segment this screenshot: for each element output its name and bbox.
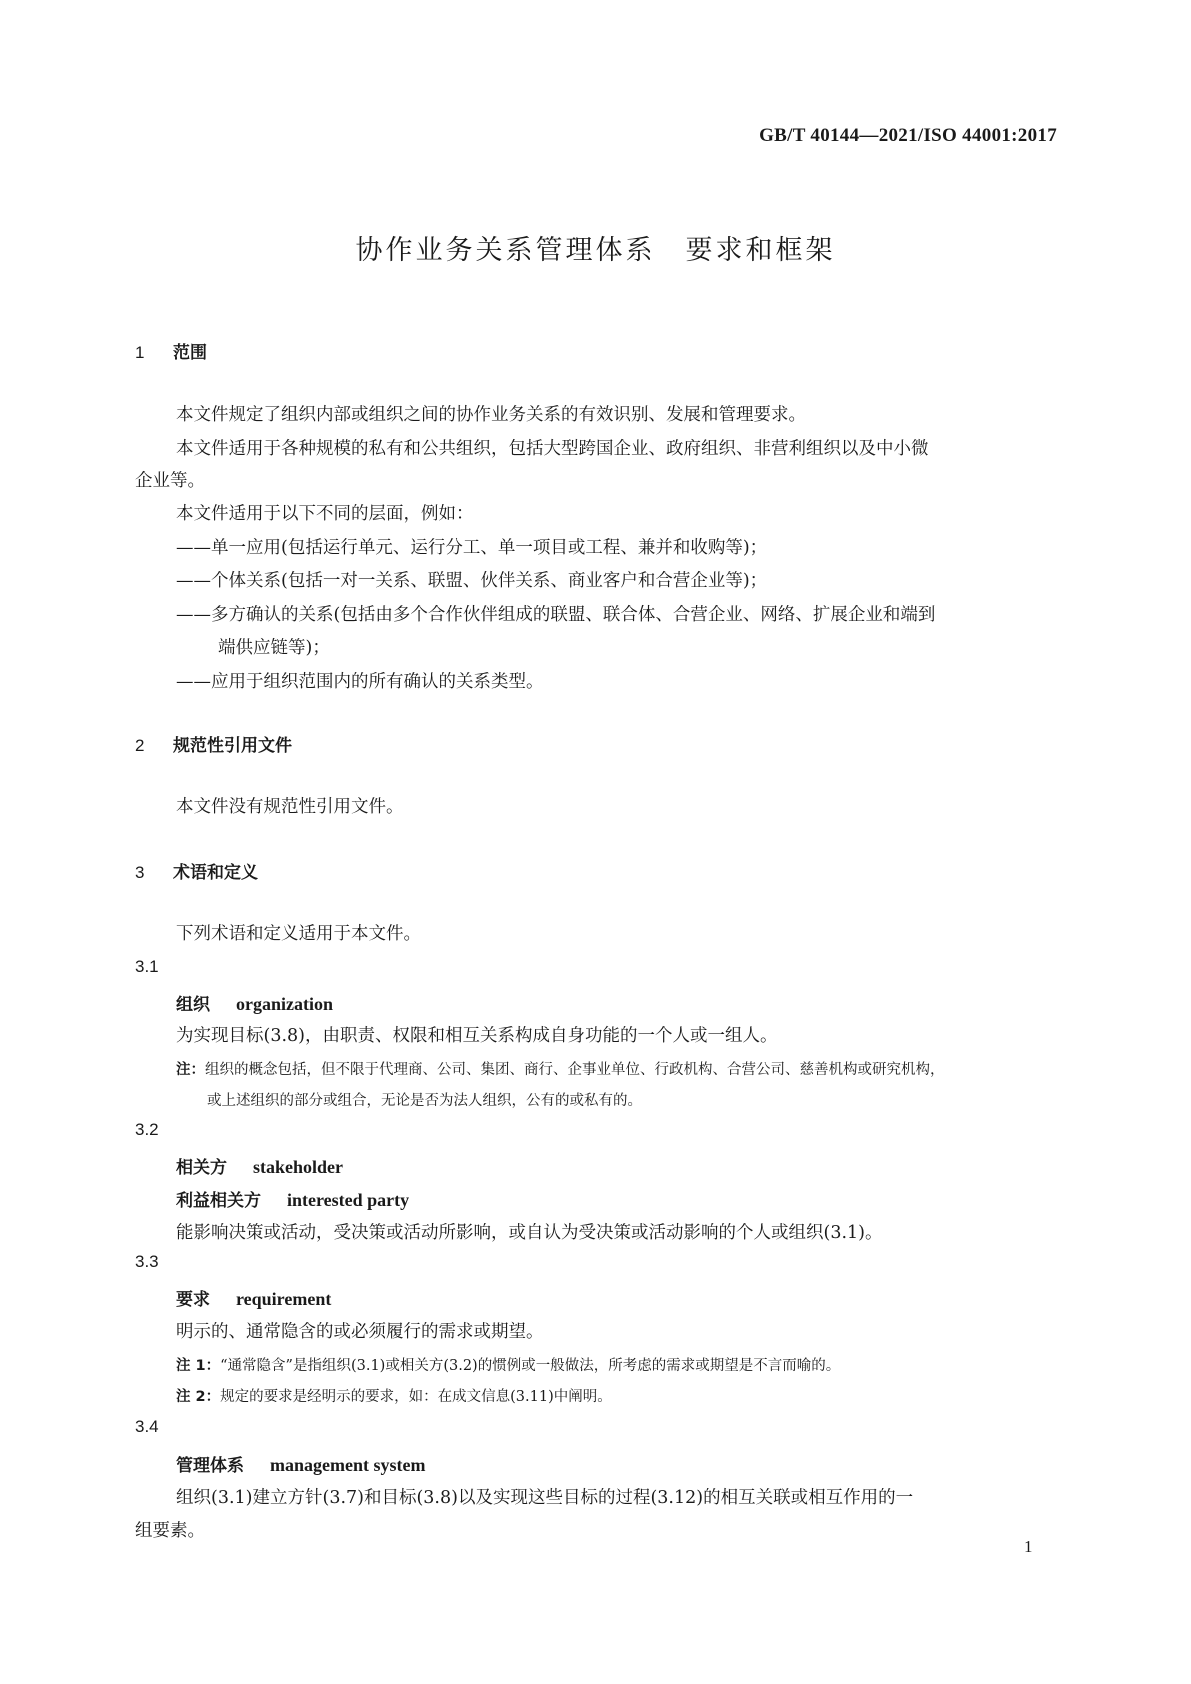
list-item: ——个体关系(包括一对一关系、联盟、伙伴关系、商业客户和合营企业等)； [176,571,768,591]
note [176,1385,612,1406]
term-en: organization [236,994,333,1014]
term-en: requirement [236,1289,332,1309]
note-label: 注 1： [176,1358,221,1374]
term-zh-alt: 利益相关方 [176,1191,261,1211]
section-2-heading [135,731,292,756]
note-continuation: 或上述组织的部分或组合，无论是否为法人组织，公有的或私有的。 [207,1093,642,1109]
section-1-number: 1 [135,343,145,362]
term-definition: 为实现目标(3.8)，由职责、权限和相互关系构成自身功能的一个人或一组人。 [176,1026,778,1046]
term-en: management system [270,1455,426,1475]
clause-number: 3.4 [135,1417,159,1436]
term-en-alt: interested party [287,1190,410,1210]
section-1-para-2-line-2: 企业等。 [135,471,205,491]
section-1-heading [135,338,207,363]
section-3-heading [135,858,258,883]
term-heading [176,990,333,1015]
section-3-title: 术语和定义 [173,863,258,883]
term-definition: 能影响决策或活动，受决策或活动所影响，或自认为受决策或活动影响的个人或组织(3.1)。 [176,1223,883,1243]
term-definition: 明示的、通常隐含的或必须履行的需求或期望。 [176,1322,544,1342]
note-text: “通常隐含”是指组织(3.1)或相关方(3.2)的惯例或一般做法，所考虑的需求或期望是不言而喻的。 [220,1358,841,1374]
section-3-number: 3 [135,863,145,882]
clause-number: 3.3 [135,1252,159,1271]
section-1-title: 范围 [173,343,207,363]
section-3-intro: 下列术语和定义适用于本文件。 [176,924,421,944]
term-heading [176,1451,425,1476]
section-2-para: 本文件没有规范性引用文件。 [176,797,404,817]
section-2-title: 规范性引用文件 [173,736,292,756]
note [176,1058,945,1079]
section-1-para-2-line-1: 本文件适用于各种规模的私有和公共组织，包括大型跨国企业、政府组织、非营利组织以及中小微 [176,439,929,459]
list-item: ——多方确认的关系(包括由多个合作伙伴组成的联盟、联合体、合营企业、网络、扩展企业和端到 [176,605,936,625]
note-label: 注： [176,1062,205,1078]
section-1-para-3: 本文件适用于以下不同的层面，例如： [176,504,474,524]
term-heading [176,1153,343,1178]
term-definition: 组织(3.1)建立方针(3.7)和目标(3.8)以及实现这些目标的过程(3.12)的相互关联或相互作用的一 [176,1488,914,1508]
list-item: ——应用于组织范围内的所有确认的关系类型。 [176,672,544,692]
clause-number: 3.2 [135,1120,159,1139]
note-text: 规定的要求是经明示的要求，如：在成文信息(3.11)中阐明。 [220,1389,612,1405]
list-item: ——单一应用(包括运行单元、运行分工、单一项目或工程、兼并和收购等)； [176,538,768,558]
list-item-continuation: 端供应链等)； [218,638,330,658]
section-1-para-1: 本文件规定了组织内部或组织之间的协作业务关系的有效识别、发展和管理要求。 [176,405,806,425]
term-zh: 相关方 [176,1158,227,1178]
term-definition-continuation: 组要素。 [135,1521,205,1541]
term-en: stakeholder [253,1157,343,1177]
term-zh: 组织 [176,995,210,1015]
page-number: 1 [1024,1537,1033,1556]
term-heading [176,1285,331,1310]
standard-code: GB/T 40144—2021/ISO 44001:2017 [759,125,1057,146]
term-heading-alt [176,1186,409,1211]
note-text: 组织的概念包括，但不限于代理商、公司、集团、商行、企事业单位、行政机构、合营公司、慈善机构或研究机构， [205,1062,945,1078]
note-label: 注 2： [176,1389,221,1405]
term-zh: 管理体系 [176,1456,244,1476]
term-zh: 要求 [176,1290,210,1310]
clause-number: 3.1 [135,957,159,976]
section-2-number: 2 [135,736,145,755]
note [176,1354,840,1375]
document-title: 协作业务关系管理体系 要求和框架 [355,235,836,266]
